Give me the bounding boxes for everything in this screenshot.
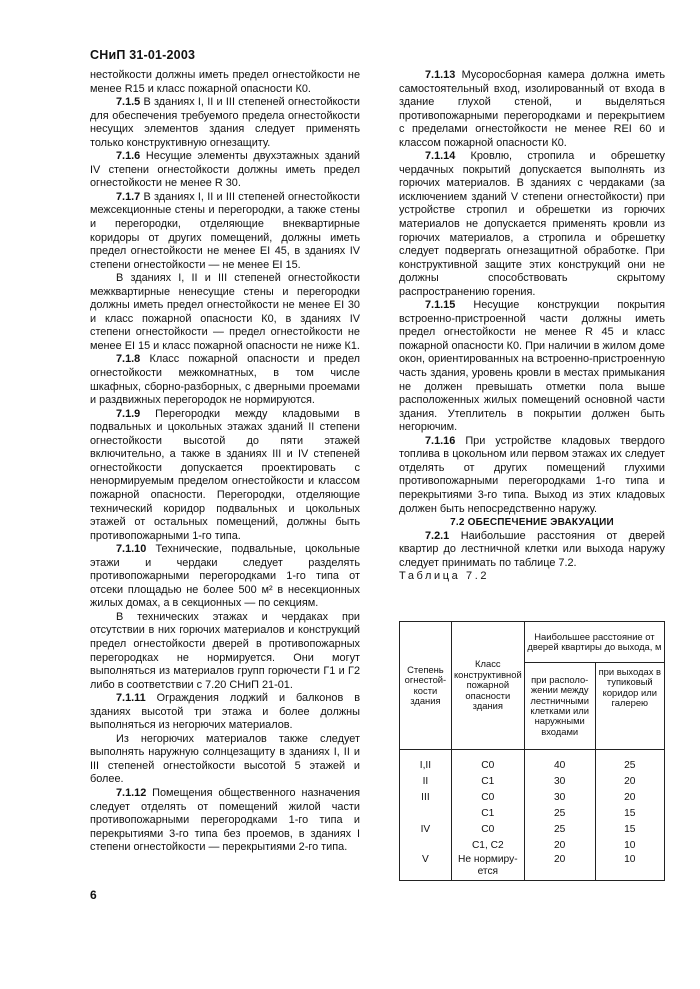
paragraph-7-1-6: 7.1.6 Несущие элементы двухэтажных зданий IV степени огнестойкости должны иметь предел огнестойкости не менее R 30. — [90, 150, 360, 190]
clause-number: 7.1.9 — [116, 407, 141, 420]
table-row — [400, 772, 665, 788]
cell-distance-1: 30 — [524, 772, 595, 788]
cell-distance-1: 20 — [524, 852, 595, 881]
clause-number: 7.1.8 — [116, 353, 141, 366]
table-row — [400, 788, 665, 804]
clause-number: 7.1.12 — [116, 786, 147, 799]
cell-distance-2: 15 — [595, 820, 664, 836]
cell-class: С0 — [451, 750, 524, 773]
cell-degree: V — [400, 852, 452, 881]
cell-class: С0 — [451, 820, 524, 836]
clause-number: 7.1.13 — [425, 69, 456, 81]
paragraph: В технических этажах и чердаках при отсутствии в них горючих материалов и конструкций предел огнестойкости дверей в противопожарных перегородках не нормируется. Они могут выполняться из материалов групп горючести Г1 и Г2 либо в соответствии с 7.20 СНиП 21-01. — [90, 610, 360, 691]
cell-degree: IV — [400, 820, 452, 836]
table-row — [400, 852, 665, 881]
paragraph-7-1-8: 7.1.8 Класс пожарной опасности и предел огнестойкости межкомнатных, в том числе шкафных, сборно-разборных, с дверными проемами и раздвижных перегородок не нормируются. — [90, 353, 360, 407]
document-header: СНиП 31-01-2003 — [90, 48, 196, 62]
clause-number: 7.2.1 — [425, 529, 450, 542]
cell-distance-1: 25 — [524, 820, 595, 836]
cell-class: Не нормиру-ется — [451, 852, 524, 881]
header-class: Класс конструктивной пожарной опасности здания — [451, 622, 524, 750]
cell-distance-1: 40 — [524, 750, 595, 773]
paragraph-7-1-14: 7.1.14 Кровлю, стропила и обрешетку чердачных покрытий допускается выполнять из горючих материалов. В зданиях с чердаками (за исключением зданий V степени огнестойкости) при устройстве стропил и обрешетки из горючих материалов не допускается применять кровли из горючих материалов, а стропила и обрешетку следует подвергать огнезащитной обработке. При конструктивной защите этих конструкций они не должны способствовать скрытому распространению горения. — [399, 150, 665, 298]
clause-number: 7.1.11 — [116, 692, 146, 705]
cell-degree — [400, 836, 452, 852]
cell-distance-1: 30 — [524, 788, 595, 804]
cell-class: С0 — [451, 788, 524, 804]
header-dead-end: при выходах в тупиковый коридор или галерею — [595, 663, 664, 750]
cell-degree: I,II — [400, 750, 452, 773]
paragraph-7-2-1: 7.2.1 Наибольшие расстояния от дверей квартир до лестничной клетки или выхода наружу следует принимать по таблице 7.2. — [399, 529, 665, 569]
cell-distance-2: 15 — [595, 804, 664, 820]
cell-class: С1 — [451, 772, 524, 788]
cell-distance-1: 25 — [524, 804, 595, 820]
cell-degree — [400, 804, 452, 820]
clause-number: 7.1.6 — [116, 150, 141, 163]
header-between-stairs: при располо-жении между лестничными клетками или наружными входами — [524, 663, 595, 750]
table-row — [400, 836, 665, 852]
clause-number: 7.1.10 — [116, 543, 147, 556]
section-title: 7.2 ОБЕСПЕЧЕНИЕ ЭВАКУАЦИИ — [450, 517, 614, 529]
right-column — [399, 69, 665, 584]
cell-distance-2: 10 — [595, 852, 664, 881]
table-row — [400, 820, 665, 836]
clause-number: 7.1.7 — [116, 190, 141, 203]
cell-distance-1: 20 — [524, 836, 595, 852]
clause-number: 7.1.16 — [425, 434, 456, 447]
cell-distance-2: 10 — [595, 836, 664, 852]
header-degree: Степень огнестой-кости здания — [400, 622, 452, 750]
paragraph-7-1-12: 7.1.12 Помещения общественного назначения следует отделять от помещений жилой части противопожарными перегородками 1-го типа и перекрытиями 3-го типа без проемов, в зданиях I степени огнестойкости — перекрытиями 2-го типа. — [90, 786, 360, 854]
paragraph-7-1-10: 7.1.10 Технические, подвальные, цокольные этажи и чердаки следует разделять противопожарными перегородками 1-го типа от отсеки площадью не более 500 м² в несекционных жилых домах, а в секционных — по секциям. — [90, 543, 360, 610]
header-max-distance: Наибольшее расстояние от дверей квартиры до выхода, м — [524, 622, 664, 663]
cell-distance-2: 25 — [595, 750, 664, 773]
paragraph-7-1-13: 7.1.13 Мусоросборная камера должна иметь самостоятельный вход, изолированный от входа в здание глухой стеной, и выделяться противопожарными перегородками и перекрытием с пределами огнестойкости не менее REI 60 и классом пожарной опасности К0. — [399, 69, 665, 149]
table-7-2 — [399, 621, 665, 881]
cell-distance-2: 20 — [595, 788, 664, 804]
paragraph: нестойкости должны иметь предел огнестойкости не менее R15 и класс пожарной опасности К0. — [90, 69, 360, 95]
clause-number: 7.1.14 — [425, 150, 456, 163]
paragraph-7-1-16: 7.1.16 При устройстве кладовых твердого топлива в цокольном или первом этажах их следует отделять от других помещений глухими противопожарными перегородками 1-го типа и перекрытиями 3-го типа. Выход из этих кладовых должен быть непосредственно наружу. — [399, 434, 665, 515]
clause-number: 7.1.5 — [116, 96, 141, 109]
paragraph: Из негорючих материалов также следует выполнять наружную солнцезащиту в зданиях I, II и III степеней огнестойкости высотой 5 этажей и более. — [90, 732, 360, 786]
table-row — [400, 804, 665, 820]
table-row — [400, 750, 665, 773]
cell-degree: III — [400, 788, 452, 804]
page-number: 6 — [90, 888, 97, 902]
clause-number: 7.1.15 — [425, 299, 456, 312]
cell-class: С1, С2 — [451, 836, 524, 852]
paragraph-7-1-9: 7.1.9 Перегородки между кладовыми в подвальных и цокольных этажах зданий II степени огнестойкости высотой до пяти этажей включительно, а также в зданиях III и IV степеней огнестойкости допускается проектировать с ненормируемым пределом огнестойкости и классом пожарной опасности. Перегородки, отделяющие технический коридор подвальных и цокольных этажей от остальных помещений, должны быть противопожарными 1-го типа. — [90, 407, 360, 542]
cell-degree: II — [400, 772, 452, 788]
cell-distance-2: 20 — [595, 772, 664, 788]
table-caption: Таблица 7.2 — [399, 570, 490, 583]
paragraph: В зданиях I, II и III степеней огнестойкости межквартирные ненесущие стены и перегородки должны иметь предел огнестойкости не менее EI 30 и класс пожарной опасности К0, в зданиях IV степени огнестойкости — предел огнестойкости не менее EI 15 и класс пожарной опасности не ниже К1. — [90, 272, 360, 352]
paragraph-7-1-7: 7.1.7 В зданиях I, II и III степеней огнестойкости межсекционные стены и перегородки, а также стены и перегородки, отделяющие внеквартирные коридоры от других помещений, должны иметь предел огнестойкости не менее EI 45, в зданиях IV степени огнестойкости — не менее EI 15. — [90, 190, 360, 271]
cell-class: С1 — [451, 804, 524, 820]
paragraph-7-1-15: 7.1.15 Несущие конструкции покрытия встроенно-пристроенной части должны иметь предел огнестойкости не менее R 45 и класс пожарной опасности К0. При наличии в жилом доме окон, ориентированных на встроенно-пристроенную часть здания, уровень кровли в местах примыкания не должен превышать отметки пола выше расположенных жилых помещений основной части здания. Утеплитель в покрытии должен быть негорючим. — [399, 299, 665, 434]
paragraph-7-1-5: 7.1.5 В зданиях I, II и III степеней огнестойкости для обеспечения требуемого предела огнестойкости несущих элементов здания следует применять только конструктивную огнезащиту. — [90, 96, 360, 149]
paragraph-7-1-11: 7.1.11 Ограждения лоджий и балконов в зданиях высотой три этажа и более должны выполняться из негорючих материалов. — [90, 692, 360, 732]
left-column — [90, 69, 360, 855]
